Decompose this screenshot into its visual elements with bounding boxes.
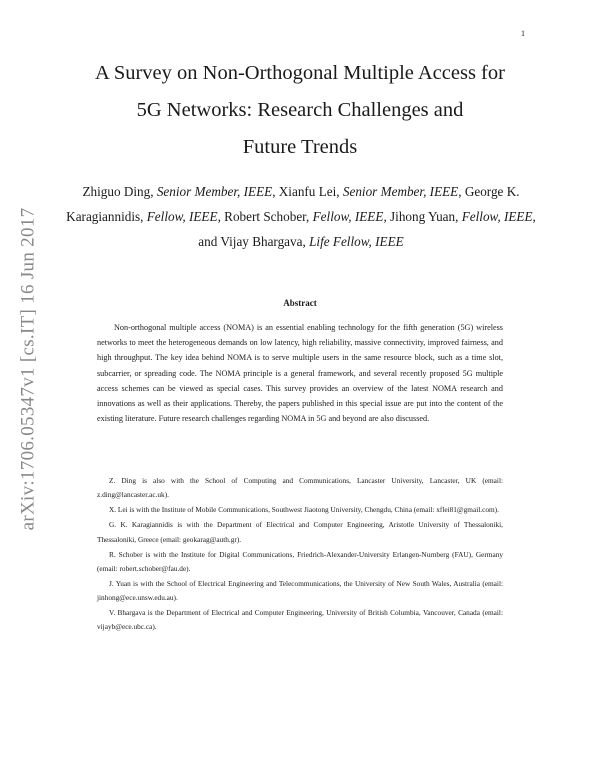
title-line-1: A Survey on Non-Orthogonal Multiple Access for xyxy=(95,62,505,84)
footnote-yuan: J. Yuan is with the School of Electrical Engineering and Telecommunications, the University of New South Wales, Australia (email: jinhong@ece.unsw.edu.au). xyxy=(97,578,503,603)
author-affiliation-role: Senior Member, IEEE xyxy=(156,184,273,199)
footnote-schober: R. Schober is with the Institute for Digital Communications, Friedrich-Alexander-University Erlangen-Nurnberg (FAU), Germany (email: robert.schober@fau.de). xyxy=(97,549,503,573)
author-name: Xianfu Lei xyxy=(278,184,337,199)
footnote-karagiannidis: G. K. Karagiannidis is with the Department of Electrical and Computer Engineering, Aristotle University of Thessaloniki, Thessaloniki, Greece (email: geokarag@auth.gr). xyxy=(97,520,503,544)
arxiv-identifier: arXiv:1706.05347v1 [cs.IT] 16 Jun 2017 xyxy=(17,207,38,530)
author-name: Vijay Bhargava xyxy=(220,234,303,249)
author-affiliation-role: Life Fellow, IEEE xyxy=(309,234,404,249)
abstract-text: Non-orthogonal multiple access (NOMA) is an essential enabling technology for the fifth generation (5G) wireless networks to meet the heterogeneous demands on low latency, high reliability, massive connectivity, improved fairness, and high throughput. The key idea behind NOMA is to serve multiple users in the same resource block, such as a time slot, subcarrier, or spreading code. The NOMA principle is a general framework, and several recently proposed 5G multiple access schemes can be viewed as special cases. This survey provides an overview of the latest NOMA research and innovations as well as their applications. Thereby, the papers published in this special issue are put into the content of the existing literature. Future research challenges regarding NOMA in 5G and beyond are also discussed. xyxy=(97,323,503,424)
author-affiliation-role: Fellow, IEEE xyxy=(461,209,533,224)
author-name: Jihong Yuan xyxy=(390,209,456,224)
paper-title xyxy=(50,55,550,166)
author-name: Zhiguo Ding xyxy=(82,184,151,199)
author-name: Robert Schober xyxy=(224,209,307,224)
footnote-bhargava: V. Bhargava is the Department of Electrical and Computer Engineering, University of British Columbia, Vancouver, Canada (email: vijayb@ece.ubc.ca). xyxy=(97,608,503,632)
footnote-lei: X. Lei is with the Institute of Mobile Communications, Southwest Jiaotong University, Chengdu, China (email: xflei81@gmail.com). xyxy=(109,505,499,515)
arxiv-stamp xyxy=(13,197,43,540)
footnotes xyxy=(97,474,503,635)
author-affiliation-role: Fellow, IEEE xyxy=(312,209,384,224)
page-number: 1 xyxy=(521,29,525,38)
abstract-heading: Abstract xyxy=(283,298,317,308)
author-name: George K. Karagiannidis xyxy=(66,184,520,224)
footnote-ding: Z. Ding is also with the School of Computing and Communications, Lancaster University, Lancaster, UK (email: z.ding@lancaster.ac.uk). xyxy=(97,476,503,500)
title-line-3: Future Trends xyxy=(242,136,358,158)
author-list: Zhiguo Ding, Senior Member, IEEE, Xianfu Lei, Senior Member, IEEE, George K. Karagiannidis, Fellow, IEEE, Robert Schober, Fellow, IEEE, Jihong Yuan, Fellow, IEEE, and Vijay Bhargava, Life Fellow, IEEE xyxy=(66,184,536,249)
title-line-2: 5G Networks: Research Challenges and xyxy=(136,99,464,121)
author-affiliation-role: Senior Member, IEEE xyxy=(342,184,459,199)
author-affiliation-role: Fellow, IEEE xyxy=(146,209,218,224)
